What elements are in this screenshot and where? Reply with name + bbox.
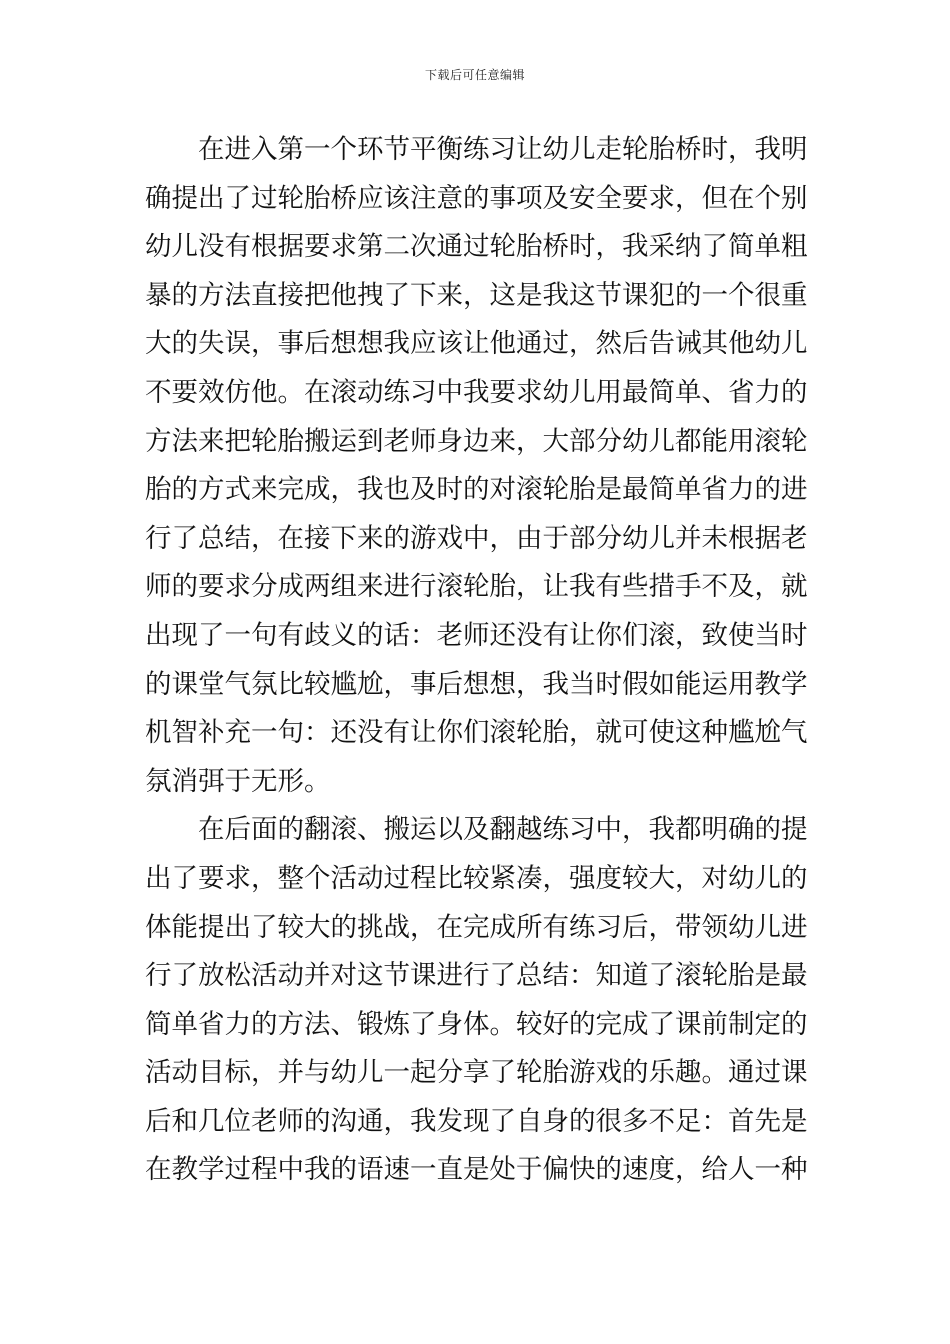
text-line: 师的要求分成两组来进行滚轮胎，让我有些措手不及，就 [145,571,808,603]
text-line: 胎的方式来完成，我也及时的对滚轮胎是最简单省力的进 [145,474,808,506]
text-line: 简单省力的方法、锻炼了身体。较好的完成了课前制定的 [145,1008,808,1040]
text-line: 出了要求，整个活动过程比较紧凑，强度较大，对幼儿的 [145,862,808,894]
page-header: 下载后可任意编辑 [424,68,525,82]
text-line: 活动目标，并与幼儿一起分享了轮胎游戏的乐趣。通过课 [145,1057,808,1089]
text-line: 体能提出了较大的挑战，在完成所有练习后，带领幼儿进 [145,911,808,943]
body-text [145,126,807,1195]
paragraph-1 [145,126,807,806]
text-line: 后和几位老师的沟通，我发现了自身的很多不足：首先是 [145,1105,808,1137]
text-line: 在后面的翻滚、搬运以及翻越练习中，我都明确的提 [198,814,808,846]
text-line: 大的失误，事后想想我应该让他通过，然后告诫其他幼儿 [145,328,808,360]
text-line: 机智补充一句：还没有让你们滚轮胎，就可使这种尴尬气 [145,717,808,749]
text-line: 行了放松活动并对这节课进行了总结：知道了滚轮胎是最 [145,960,808,992]
text-line: 方法来把轮胎搬运到老师身边来，大部分幼儿都能用滚轮 [145,425,808,457]
text-line: 暴的方法直接把他拽了下来，这是我这节课犯的一个很重 [145,279,808,311]
text-line: 行了总结，在接下来的游戏中，由于部分幼儿并未根据老 [145,522,808,554]
paragraph-2 [145,806,807,1195]
text-line: 氛消弭于无形。 [145,765,331,797]
text-line: 在进入第一个环节平衡练习让幼儿走轮胎桥时，我明 [198,134,808,165]
text-line: 出现了一句有歧义的话：老师还没有让你们滚，致使当时 [145,619,808,651]
text-line: 在教学过程中我的语速一直是处于偏快的速度，给人一种 [145,1154,808,1186]
text-line: 确提出了过轮胎桥应该注意的事项及安全要求，但在个别 [145,182,808,214]
text-line: 的课堂气氛比较尴尬，事后想想，我当时假如能运用教学 [145,668,808,700]
text-line: 幼儿没有根据要求第二次通过轮胎桥时，我采纳了简单粗 [145,231,808,263]
text-line: 不要效仿他。在滚动练习中我要求幼儿用最简单、省力的 [145,376,808,408]
